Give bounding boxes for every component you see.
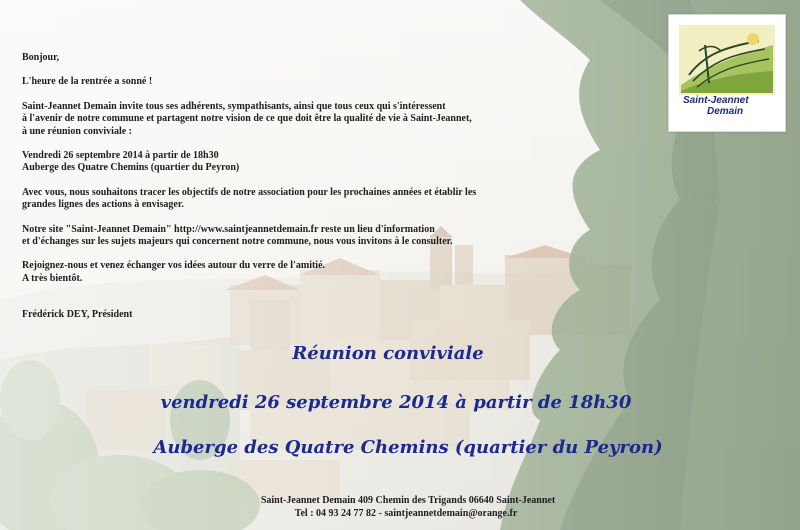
event-venue: Auberge des Quatre Chemins (quartier du Peyron) (153, 437, 663, 458)
greeting: Bonjour, (22, 52, 60, 63)
text-line: Rejoignez-nous et venez échanger vos idées autour du verre de l'amitié. (22, 260, 326, 272)
text-line: Avec vous, nous souhaitons tracer les objectifs de notre association pour les prochaines années et établir les (22, 186, 477, 198)
closing-paragraph (22, 260, 582, 285)
invitation-paragraph (22, 101, 582, 138)
text-line: Notre site "Saint-Jeannet Demain" http://www.saintjeannetdemain.fr reste un lieu d'information (22, 223, 435, 235)
website-paragraph (22, 224, 582, 249)
text-line: grandes lignes des actions à envisager. (22, 199, 184, 211)
event-details-paragraph (22, 150, 582, 175)
invitation-letter (22, 52, 582, 334)
event-date: vendredi 26 septembre 2014 à partir de 18h30 (160, 392, 632, 413)
text-line: et d'échanges sur les sujets majeurs qui concernent notre commune, nous vous invitons à le consulter. (22, 236, 453, 248)
text-line: à une réunion conviviale : (22, 125, 133, 137)
text-line: A très bientôt. (22, 272, 83, 284)
intro-line: L'heure de la rentrée a sonné ! (22, 76, 153, 88)
text-line: à l'avenir de notre commune et partagent notre vision de ce que doit être la qualité de vie à Saint-Jeannet, (22, 113, 472, 125)
signature: Frédérick DEY, Président (22, 309, 133, 321)
text-line: Auberge des Quatre Chemins (quartier du Peyron) (22, 162, 240, 174)
logo-line-2: Demain (707, 106, 744, 117)
text-line: Saint-Jeannet Demain invite tous ses adhérents, sympathisants, ainsi que tous ceux qui s'intéressent (22, 100, 446, 112)
footer-contact: Tel : 04 93 24 77 82 - saintjeannetdemain@orange.fr (294, 508, 518, 519)
text-line: Vendredi 26 septembre 2014 à partir de 18h30 (22, 150, 219, 162)
association-logo (668, 14, 786, 132)
objectives-paragraph (22, 187, 582, 212)
footer-address: Saint-Jeannet Demain 409 Chemin des Trigands 06640 Saint-Jeannet (260, 495, 556, 506)
logo-wordmark (683, 95, 779, 117)
logo-line-1: Saint-Jeannet (683, 95, 749, 106)
event-title: Réunion conviviale (292, 343, 484, 364)
